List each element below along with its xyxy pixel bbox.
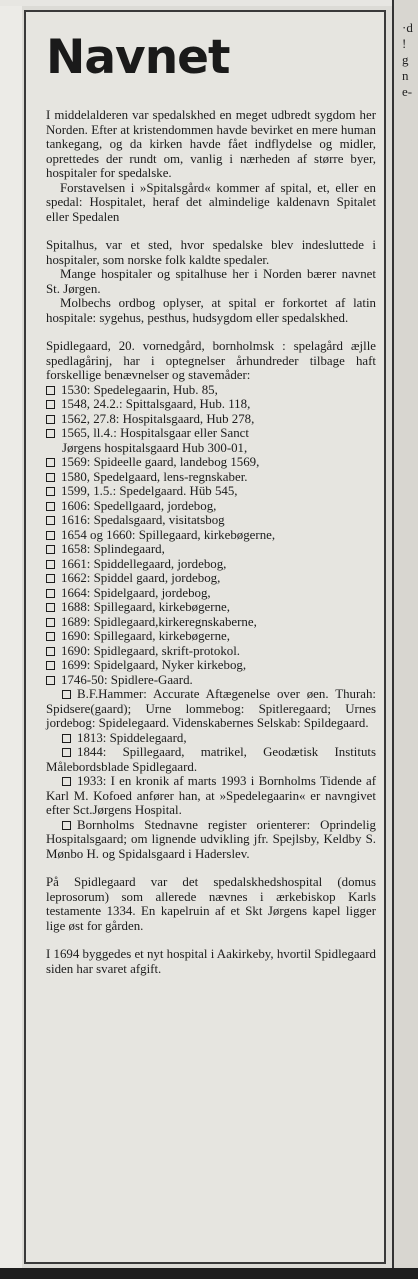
checkbox-bullet-icon: [46, 415, 55, 424]
paragraph-spidlegaard: Spidlegaard, 20. vornedgård, bornholmsk : spelagård æjlle spedlagårinj, har i optegnelser århundreder tilbage haft forskellige benævnelser og stavemåder:: [46, 339, 376, 382]
checkbox-bullet-icon: [62, 777, 71, 786]
fragment-line: ·d: [402, 20, 413, 35]
paragraph-forstavelse: Forstavelsen i »Spitalsgård« kommer af spital, et, eller en spedal: Hospitalet, heraf det almindelige kaldenavn Spitalet eller Spedalen: [46, 180, 376, 224]
list-item: 1689: Spidlegaard,kirkeregnskaberne,: [46, 615, 376, 630]
list-item: 1658: Splindegaard,: [46, 542, 376, 557]
list-item-long: 1933: I en kronik af marts 1993 i Bornholms Tidende af Karl M. Kofoed anfører han, at »Spedelegaarin« er navngivet efter Sct.Jørgens Hospital.: [46, 774, 376, 817]
list-item: 1699: Spidelgaard, Nyker kirkebog,: [46, 658, 376, 673]
list-item-continuation: Jørgens hospitalsgaard Hub 300-01,: [62, 440, 248, 455]
fragment-line: !: [402, 36, 407, 51]
paragraph-closing-hospital: På Spidlegaard var det spedalskhedshospital (domus leprosorum) som allerede nævnes i ærkebiskop Karls testamente 1334. En kapelruin af et Skt Jørgens kapel ligger lige øst for gården.: [46, 875, 376, 933]
paragraph-gap: [46, 861, 376, 875]
checkbox-bullet-icon: [46, 400, 55, 409]
fragment-line: e-: [402, 84, 413, 99]
list-item: 1654 og 1660: Spillegaard, kirkebøgerne,: [46, 528, 376, 543]
name-forms-list: [46, 383, 376, 862]
list-item: 1562, 27.8: Hospitalsgaard, Hub 278,: [46, 412, 376, 427]
checkbox-bullet-icon: [46, 487, 55, 496]
checkbox-bullet-icon: [46, 516, 55, 525]
article-body: [46, 108, 376, 976]
fragment-line: n: [402, 68, 409, 83]
checkbox-bullet-icon: [46, 603, 55, 612]
checkbox-bullet-icon: [46, 574, 55, 583]
scan-margin-top: [0, 0, 418, 6]
checkbox-bullet-icon: [46, 545, 55, 554]
list-item: 1599, 1.5.: Spedelgaard. Hüb 545,: [46, 484, 376, 499]
list-item: 1569: Spideelle gaard, landebog 1569,: [46, 455, 376, 470]
list-item: 1664: Spidelgaard, jordebog,: [46, 586, 376, 601]
list-item: 1661: Spiddellegaard, jordebog,: [46, 557, 376, 572]
list-item-long: 1813: Spiddelegaard,: [46, 731, 376, 746]
list-item: 1690: Spillegaard, kirkebøgerne,: [46, 629, 376, 644]
checkbox-bullet-icon: [46, 386, 55, 395]
scan-margin-bottom: [0, 1268, 418, 1279]
paragraph-st-jorgen: Mange hospitaler og spitalhuse her i Norden bærer navnet St. Jørgen.: [46, 267, 376, 296]
checkbox-bullet-icon: [46, 632, 55, 641]
scan-margin-left: [0, 0, 22, 1279]
paragraph-gap: [46, 933, 376, 947]
list-item: 1548, 24.2.: Spittalsgaard, Hub. 118,: [46, 397, 376, 412]
checkbox-bullet-icon: [46, 618, 55, 627]
checkbox-bullet-icon: [62, 748, 71, 757]
list-item: 1616: Spedalsgaard, visitatsbog: [46, 513, 376, 528]
paragraph-spitalhus: Spitalhus, var et sted, hvor spedalske blev indesluttede i hospitaler, som norske folk kaldte spedaler.: [46, 238, 376, 267]
paragraph-intro: I middelalderen var spedalskhed en meget udbredt sygdom her Norden. Efter at kristendommen havde bevirket en mere human tankegang, og da kirken havde fået indflydelse og midler, oprettedes der rundt om, vanlig i nærheden af større byer, hospitaler for spedalske.: [46, 108, 376, 180]
checkbox-bullet-icon: [46, 473, 55, 482]
checkbox-bullet-icon: [46, 531, 55, 540]
paragraph-closing-aakirkeby: I 1694 byggedes et nyt hospital i Aakirkeby, hvortil Spidlegaard siden har svaret afgift.: [46, 947, 376, 976]
checkbox-bullet-icon: [62, 734, 71, 743]
list-item: 1662: Spiddel gaard, jordebog,: [46, 571, 376, 586]
checkbox-bullet-icon: [46, 458, 55, 467]
checkbox-bullet-icon: [46, 661, 55, 670]
fragment-line: g: [402, 52, 409, 67]
list-item: 1565, ll.4.: Hospitalsgaar eller Sanct: [46, 426, 376, 441]
checkbox-bullet-icon: [46, 676, 55, 685]
list-item-long: B.F.Hammer: Accurate Aftægenelse over øen. Thurah: Spidsere(gaard); Urne lommebog: Spitleregaard; Urnes jordebog: Spidelegaard. Videnskabernes Selskab: Spildegaard.: [46, 687, 376, 730]
paragraph-molbech: Molbechs ordbog oplyser, at spital er forkortet af latin hospitale: sygehus, pesthus, hudsygdom eller spedalskhed.: [46, 296, 376, 325]
article-title: Navnet: [46, 30, 230, 85]
paragraph-gap: [46, 325, 376, 339]
list-item: 1690: Spidlegaard, skrift-protokol.: [46, 644, 376, 659]
newspaper-clipping: [24, 10, 386, 1264]
checkbox-bullet-icon: [62, 690, 71, 699]
list-item-long: 1844: Spillegaard, matrikel, Geodætisk Instituts Målebordsblade Spidlegaard.: [46, 745, 376, 774]
list-item-long: Bornholms Stednavne register orienterer: Oprindelig Hospitalsgaard; om lignende udvikling jfr. Spejlsby, Keldby S. Mønbo H. og Spidalsgaard i Haderslev.: [46, 817, 376, 861]
list-item: 1580, Spedelgaard, lens-regnskaber.: [46, 470, 376, 485]
paragraph-gap: [46, 224, 376, 238]
checkbox-bullet-icon: [46, 560, 55, 569]
list-item: 1688: Spillegaard, kirkebøgerne,: [46, 600, 376, 615]
adjacent-column-fragment: [392, 0, 418, 1279]
checkbox-bullet-icon: [46, 429, 55, 438]
checkbox-bullet-icon: [46, 502, 55, 511]
checkbox-bullet-icon: [46, 589, 55, 598]
list-item: 1746-50: Spidlere-Gaard.: [46, 673, 376, 688]
list-item: 1530: Spedelegaarin, Hub. 85,: [46, 383, 376, 398]
checkbox-bullet-icon: [62, 821, 71, 830]
list-item: 1606: Spedellgaard, jordebog,: [46, 499, 376, 514]
checkbox-bullet-icon: [46, 647, 55, 656]
